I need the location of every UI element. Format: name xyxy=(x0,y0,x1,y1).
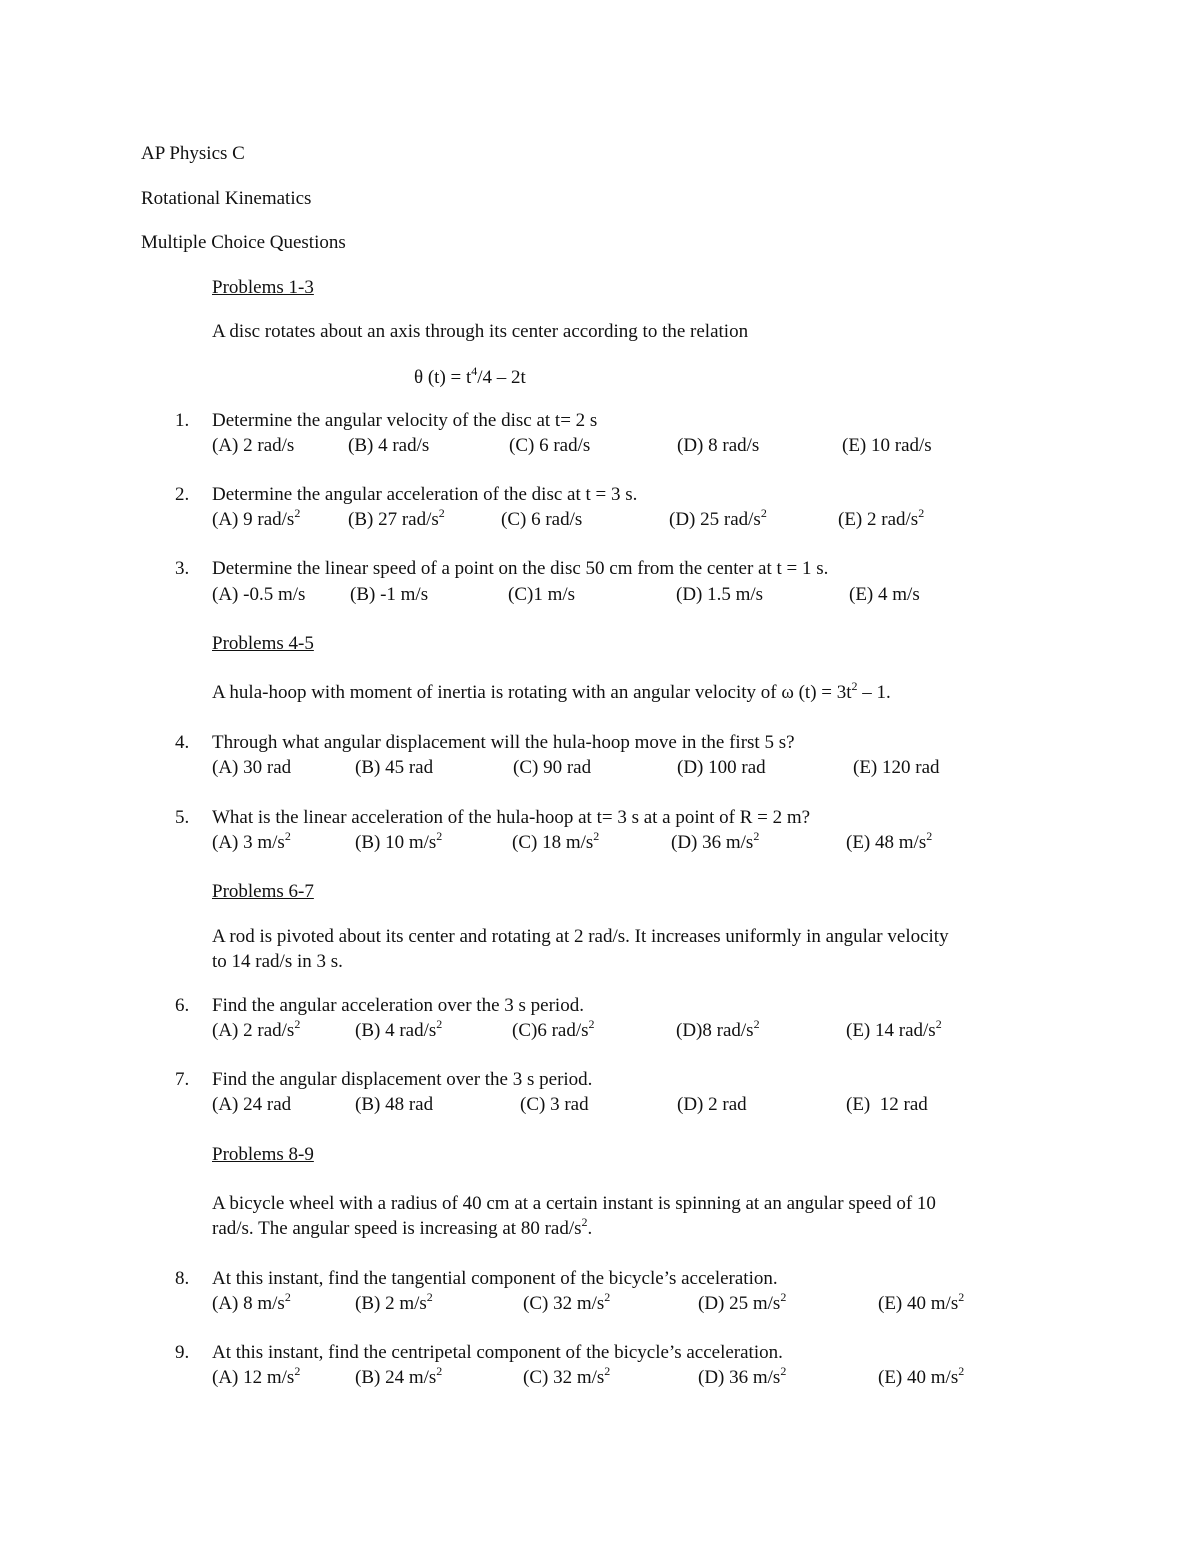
choice-d: (D) 36 $m/s^2$ xyxy=(698,1363,787,1388)
choice-a: (A) 30 rad xyxy=(212,757,292,778)
choice-c: (C) 3 rad xyxy=(520,1094,589,1115)
choice-d: (D) 25 $m/s^2$ xyxy=(698,1289,787,1314)
choice-c: (C) 32 $m/s^2$ xyxy=(523,1363,611,1388)
choice-a: (A) 8 $m/s^2$ xyxy=(212,1289,291,1314)
question-number: 7. xyxy=(175,1069,190,1090)
question-number: 6. xyxy=(175,995,190,1016)
choice-b: (B) 24 $m/s^2$ xyxy=(355,1363,443,1388)
choice-c: (C) 6 rad/s xyxy=(501,509,583,530)
question-number: 4. xyxy=(175,732,190,753)
group-4-intro-line-1: A bicycle wheel with a radius of 40 cm at a certain instant is spinning at an angular speed of 10 xyxy=(212,1193,936,1214)
choice-e: (E) 120 rad xyxy=(853,757,940,778)
choice-d: (D) 8 rad/s xyxy=(677,435,760,456)
section-title: Multiple Choice Questions xyxy=(141,232,346,253)
choice-a: (A) 9 rad/$s^2$ xyxy=(212,505,301,530)
choice-e: (E) 10 rad/s xyxy=(842,435,932,456)
group-1-title: Problems 1-3 xyxy=(212,277,314,298)
choice-b: (B) -1 m/s xyxy=(350,584,429,605)
choice-d: (D)8 rad/$s^2$ xyxy=(676,1016,760,1041)
choice-d: (D) 36 $m/s^2$ xyxy=(671,828,760,853)
question-number: 8. xyxy=(175,1268,190,1289)
choice-a: (A) 3 $m/s^2$ xyxy=(212,828,291,853)
question-text: Determine the angular velocity of the disc at t= 2 s xyxy=(212,410,598,431)
choice-e: (E) 48 $m/s^2$ xyxy=(846,828,933,853)
choice-c: (C)6 rad/$s^2$ xyxy=(512,1016,595,1041)
topic-title: Rotational Kinematics xyxy=(141,188,312,209)
choice-c: (C) 32 $m/s^2$ xyxy=(523,1289,611,1314)
choice-a: (A) -0.5 m/s xyxy=(212,584,306,605)
choice-e: (E) 40 $m/s^2$ xyxy=(878,1289,965,1314)
choice-c: (C)1 m/s xyxy=(508,584,576,605)
choice-e: (E) 2 rad/$s^2$ xyxy=(838,505,925,530)
choice-e: (E) 4 m/s xyxy=(849,584,920,605)
group-2-intro: A hula-hoop with moment of inertia is rotating with an angular velocity of ω $(t) = 3t^2 - 1$. xyxy=(212,678,891,703)
group-3-intro-line-2: to 14 rad/s in 3 s. xyxy=(212,951,343,972)
choice-e: (E) 14 rad/$s^2$ xyxy=(846,1016,942,1041)
question-text: Find the angular displacement over the 3 s period. xyxy=(212,1069,593,1090)
question-text: Find the angular acceleration over the 3 s period. xyxy=(212,995,584,1016)
question-text: What is the linear acceleration of the hula-hoop at t= 3 s at a point of R = 2 m? xyxy=(212,807,811,828)
question-number: 5. xyxy=(175,807,190,828)
choice-d: (D) 1.5 m/s xyxy=(676,584,764,605)
question-number: 1. xyxy=(175,410,190,431)
choice-a: (A) 2 rad/$s^2$ xyxy=(212,1016,301,1041)
question-text: Through what angular displacement will the hula-hoop move in the first 5 s? xyxy=(212,732,795,753)
choice-c: (C) 90 rad xyxy=(513,757,592,778)
choice-b: (B) 4 rad/s xyxy=(348,435,430,456)
course-title: AP Physics C xyxy=(141,143,245,164)
group-2-title: Problems 4-5 xyxy=(212,633,314,654)
choice-b: (B) 27 rad/$s^2$ xyxy=(348,505,445,530)
choice-a: (A) 12 $m/s^2$ xyxy=(212,1363,301,1388)
choice-b: (B) 45 rad xyxy=(355,757,434,778)
question-text: Determine the angular acceleration of the disc at t = 3 s. xyxy=(212,484,638,505)
choice-a: (A) 24 rad xyxy=(212,1094,292,1115)
choice-b: (B) 2 $m/s^2$ xyxy=(355,1289,433,1314)
choice-c: (C) 6 rad/s xyxy=(509,435,591,456)
question-text: At this instant, find the tangential component of the bicycle’s acceleration. xyxy=(212,1268,778,1289)
group-1-intro: A disc rotates about an axis through its center according to the relation xyxy=(212,321,749,342)
choice-c: (C) 18 $m/s^2$ xyxy=(512,828,600,853)
question-text: At this instant, find the centripetal component of the bicycle’s acceleration. xyxy=(212,1342,783,1363)
group-3-intro-line-1: A rod is pivoted about its center and rotating at 2 rad/s. It increases uniformly in angular velocity xyxy=(212,926,949,947)
question-text: Determine the linear speed of a point on the disc 50 cm from the center at t = 1 s. xyxy=(212,558,829,579)
choice-d: (D) 100 rad xyxy=(677,757,766,778)
question-number: 9. xyxy=(175,1342,190,1363)
group-3-title: Problems 6-7 xyxy=(212,881,314,902)
choice-b: (B) 48 rad xyxy=(355,1094,434,1115)
choice-d: (D) 2 rad xyxy=(677,1094,747,1115)
choice-e: (E) 40 $m/s^2$ xyxy=(878,1363,965,1388)
choice-b: (B) 4 rad/$s^2$ xyxy=(355,1016,443,1041)
choice-e: (E) 12 rad xyxy=(846,1094,928,1115)
group-4-title: Problems 8-9 xyxy=(212,1144,314,1165)
question-number: 3. xyxy=(175,558,190,579)
question-number: 2. xyxy=(175,484,190,505)
group-4-intro-line-2: rad/s. The angular speed is increasing at 80 rad/$s^2$. xyxy=(212,1214,593,1239)
choice-b: (B) 10 $m/s^2$ xyxy=(355,828,443,853)
group-1-equation: θ $(t) = t^4/4 - 2t$ xyxy=(414,363,526,388)
choice-d: (D) 25 rad/$s^2$ xyxy=(669,505,767,530)
choice-a: (A) 2 rad/s xyxy=(212,435,295,456)
